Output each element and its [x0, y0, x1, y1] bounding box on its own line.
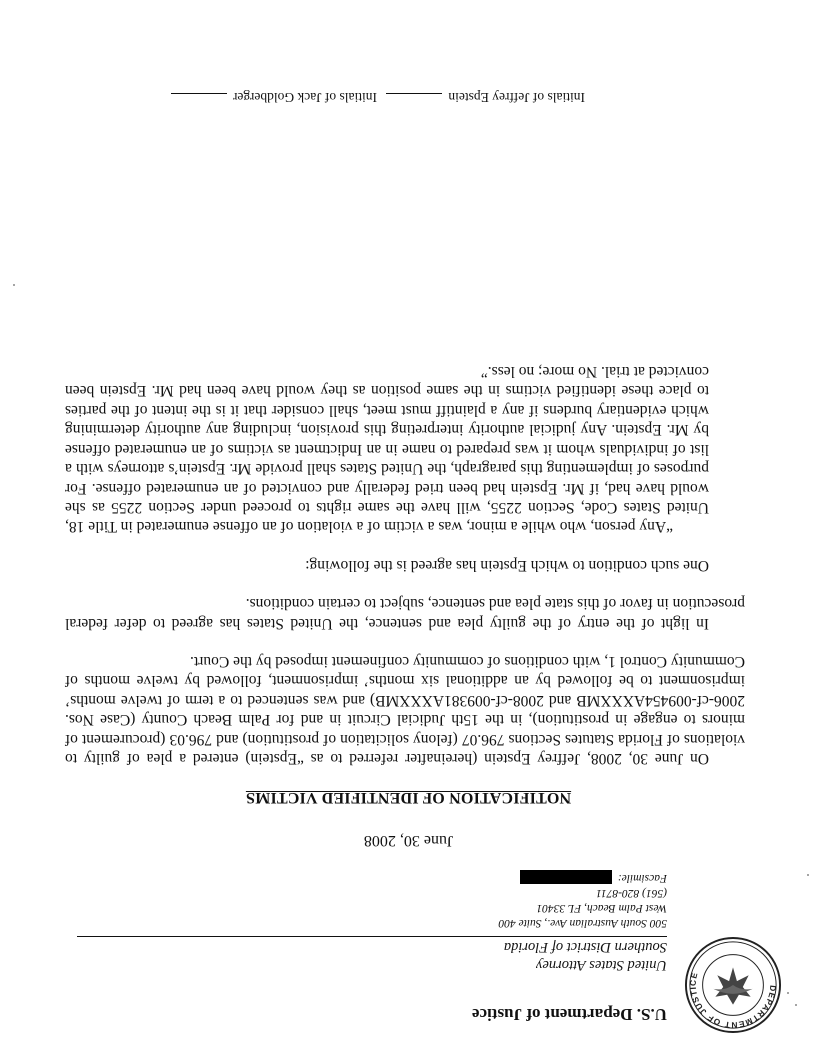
address-line-1: 500 South Australian Ave., Suite 400: [498, 917, 667, 929]
seal-text: DEPARTMENT OF JUSTICE: [687, 970, 779, 1031]
letter-date: June 30, 2008: [363, 832, 454, 849]
address-block: [498, 870, 667, 930]
scan-speck: [807, 874, 809, 876]
address-line-2: West Palm Beach, FL 33401: [536, 902, 667, 914]
redaction-block: [520, 871, 612, 885]
goldberger-initials-blank: [171, 93, 227, 94]
fax-row: [498, 870, 667, 885]
paragraph-plea: On June 30, 2008, Jeffrey Epstein (hereinafter referred to as “Epstein) entered a plea of guilty to violations of Florida Statutes Sections 796.07 (felony solicitation of prostitution) and 796.03 (procurement of minors to engage in prostitution), in the 15th Judicial Circuit in and for Palm Beach County (Case Nos. 2006-cf-009454AXXXMB and 2008-cf-009381AXXXMB) and was sentenced to a term of twelve months’ imprisonment to be followed by an additional six months’ imprisonment, followed by twelve months of Community Control 1, with conditions of community confinement imposed by the Court.: [65, 652, 745, 767]
paragraph-deferral: In light of the entry of the guilty plea and sentence, the United States has agreed to defer federal prosecution in favor of this state plea and sentence, subject to certain conditions.: [65, 595, 745, 632]
doj-seal-icon: [684, 936, 782, 1034]
initials-line: [165, 89, 585, 105]
document-body: [65, 362, 745, 768]
paragraph-condition: One such condition to which Epstein has agreed is the following:: [305, 556, 709, 574]
phone-number: (561) 820-8711: [595, 887, 667, 899]
letterhead-rule: [77, 936, 667, 937]
document-title: NOTIFICATION OF IDENTIFIED VICTIMS: [245, 789, 572, 806]
office-line-1: United States Attorney: [535, 957, 667, 973]
epstein-initials-label: Initials of Jeffrey Epstein: [448, 90, 585, 105]
office-block: [504, 938, 667, 974]
goldberger-initials-label: Initials of Jack Goldberger: [232, 90, 378, 105]
scan-speck: [787, 992, 789, 994]
department-name: U.S. Department of Justice: [472, 1005, 667, 1024]
quoted-condition: “Any person, who while a minor, was a victim of a violation of an offense enumerated in Title 18, United States Code, Section 2255, will have the same rights to proceed under Section 2255 as she would have had, if Mr. Epstein had been tried federally and convicted of an enumerated offense. For purposes of implementing this paragraph, the United States shall provide Mr. Epstein’s attorneys with a list of individuals whom it was prepared to name in an Indictment as victims of an enumerated offense by Mr. Epstein. Any judicial authority interpreting this provision, including any authority determining which evidentiary burdens if any a plaintiff must meet, shall consider that it is the intent of the parties to place these identified victims in the same position as they would have been had Mr. Epstein been convicted at trial. No more; no less.”: [65, 363, 709, 536]
fax-label: Facsimile:: [617, 872, 667, 884]
epstein-initials-blank: [386, 93, 442, 94]
scan-speck: [13, 284, 15, 286]
scan-speck: [795, 1004, 797, 1006]
office-line-2: Southern District of Florida: [503, 939, 667, 955]
